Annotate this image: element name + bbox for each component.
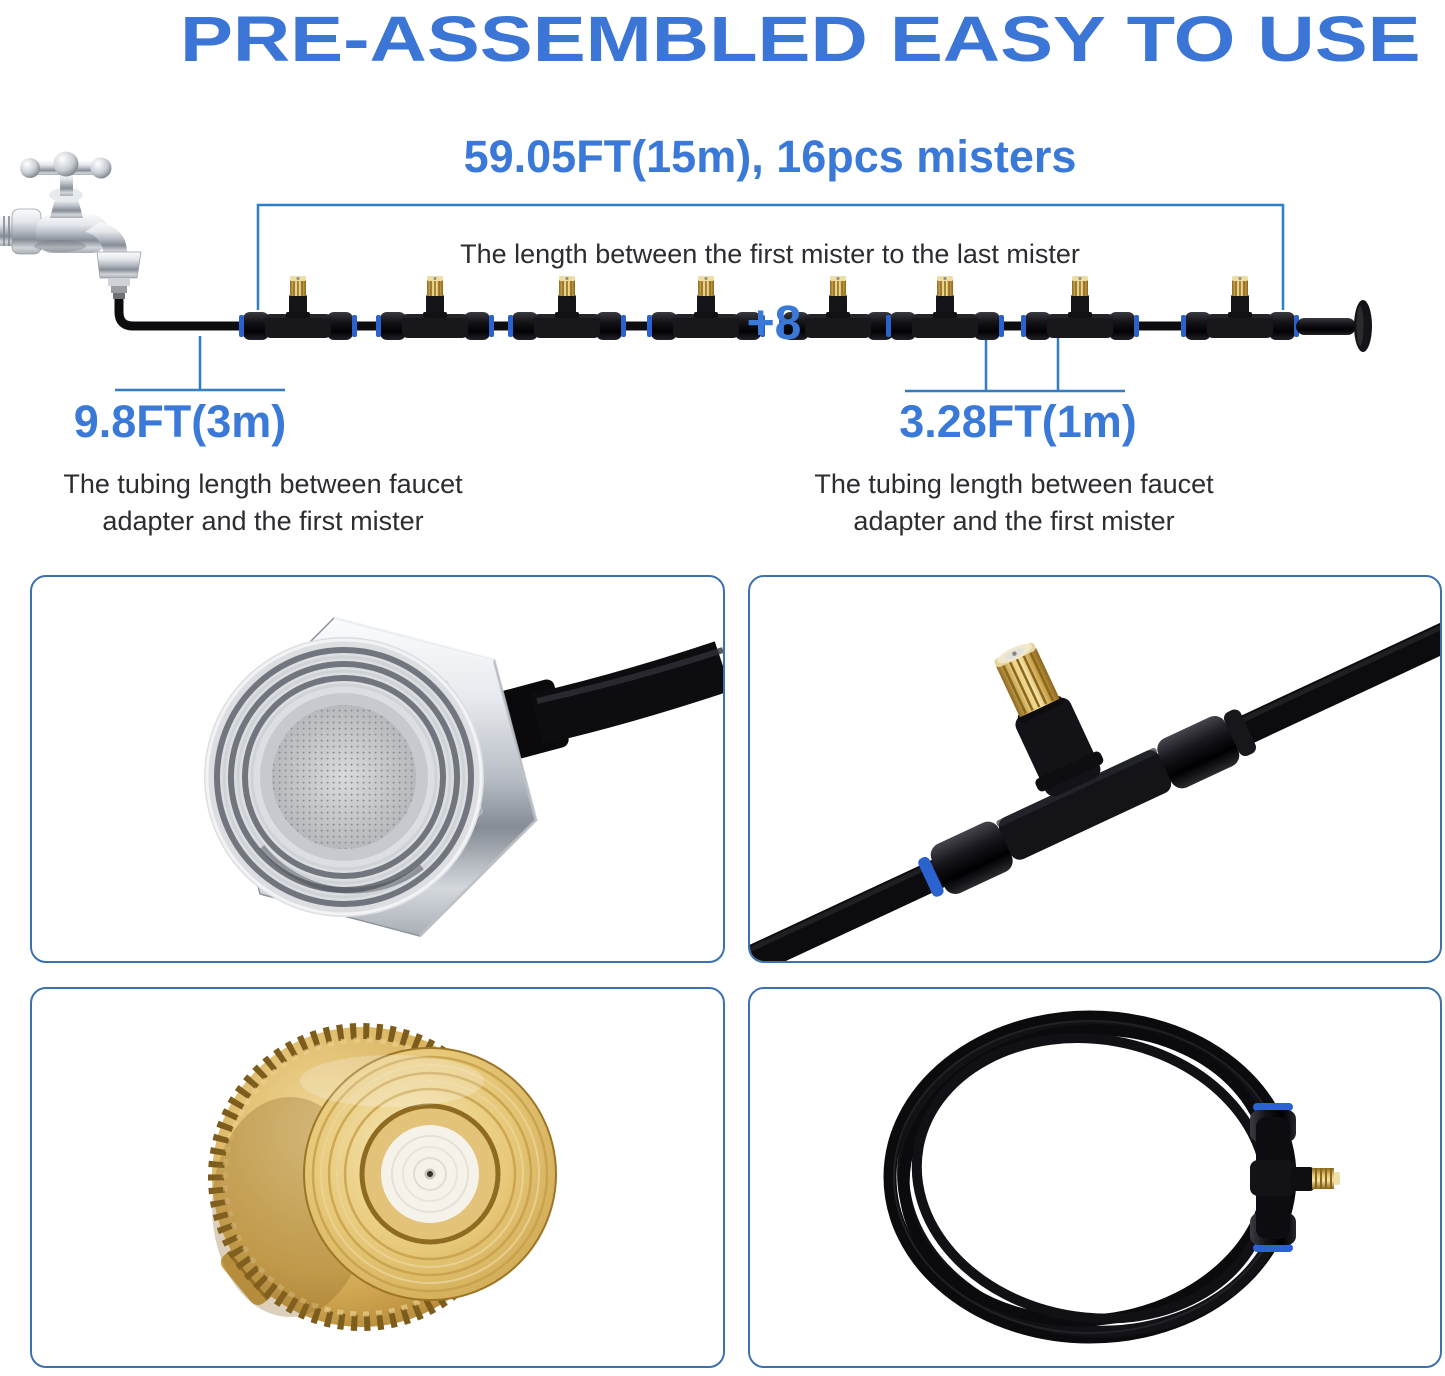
mister-tee-connector xyxy=(1250,1103,1340,1252)
photo-panel-coiled-tubing xyxy=(748,987,1442,1368)
photo-panel-faucet-adapter xyxy=(30,575,725,963)
mister-spacing-label: 3.28FT(1m) xyxy=(899,396,1137,447)
total-length-label: 59.05FT(15m), 16pcs misters xyxy=(463,131,1077,182)
faucet xyxy=(0,152,141,300)
tee-connector xyxy=(880,631,1260,904)
end-plug xyxy=(1296,300,1372,352)
mister-tee-illustration xyxy=(750,577,1440,961)
photo-panel-mister-tee xyxy=(748,575,1442,963)
page-title: PRE-ASSEMBLED EASY TO USE xyxy=(179,3,1421,75)
coiled-tubing-illustration xyxy=(750,989,1440,1366)
oring-blue-top xyxy=(1253,1103,1293,1111)
mister-spacing-description: The tubing length between faucet adapter and the first mister xyxy=(814,469,1214,536)
orifice xyxy=(427,1171,433,1177)
faucet-to-first-mister-label: 9.8FT(3m) xyxy=(73,396,287,447)
oring-blue-bottom xyxy=(1253,1244,1293,1252)
faucet-to-first-mister-description: The tubing length between faucet adapter and the first mister xyxy=(63,469,463,536)
tubing xyxy=(491,650,723,762)
faucet-to-first-mister-pointer xyxy=(115,336,285,390)
faucet-adapter-illustration xyxy=(32,577,723,961)
additional-misters-label: +8 xyxy=(746,297,802,350)
photo-panel-brass-nozzle xyxy=(30,987,725,1368)
total-length-description: The length between the first mister to the last mister xyxy=(460,239,1080,269)
mister-spacing-pointer xyxy=(905,336,1125,391)
brass-nozzle xyxy=(1312,1168,1340,1189)
threaded-opening xyxy=(204,637,484,917)
brass-nozzle-illustration xyxy=(32,989,723,1366)
tubing-coil xyxy=(890,1011,1298,1348)
